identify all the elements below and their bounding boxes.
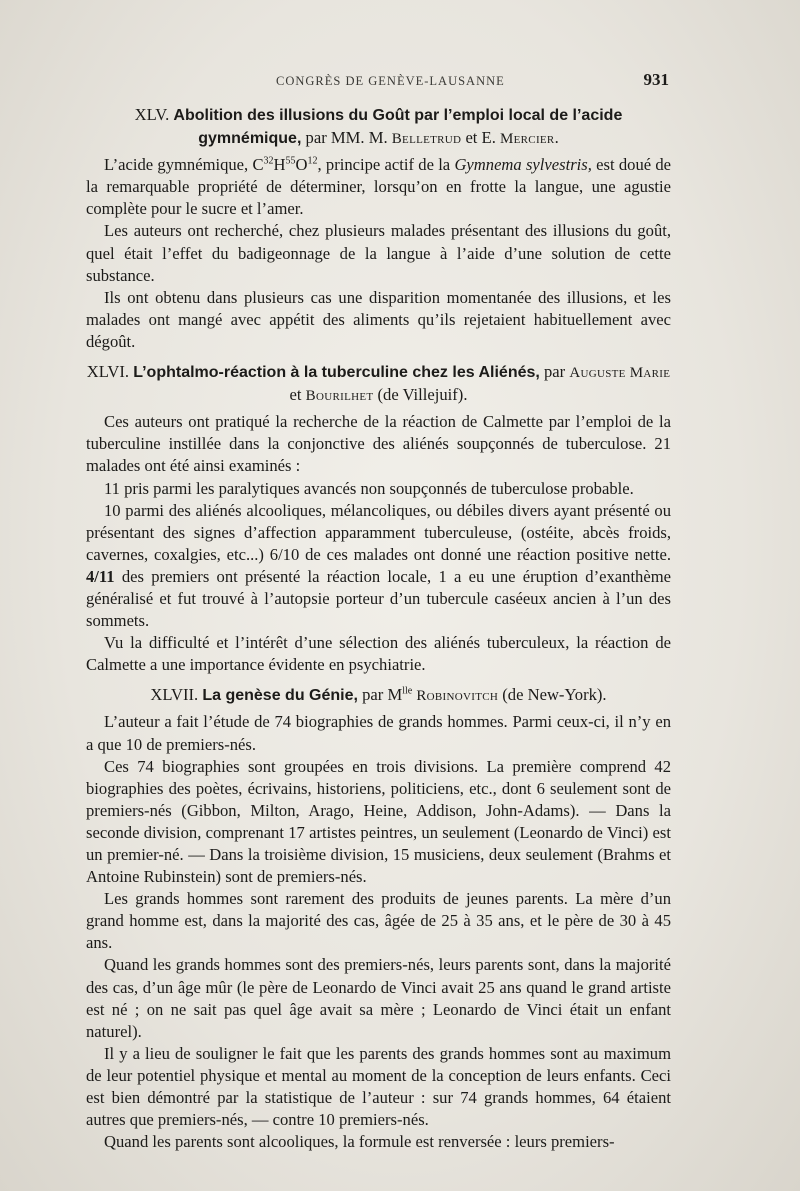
section-46-title: L’ophtalmo-réaction à la tuberculine chez les Aliénés,	[133, 364, 540, 382]
section-45-author-1: Belletrud	[391, 131, 462, 148]
running-title: CONGRÈS DE GENÈVE-LAUSANNE	[276, 74, 505, 88]
running-head	[86, 70, 671, 100]
section-45-heading	[86, 104, 671, 150]
section-45-paragraph-1	[86, 154, 671, 220]
section-45-author-2: Mercier	[500, 131, 555, 148]
section-47-paragraph-1: L’auteur a fait l’étude de 74 biographies de grands hommes. Parmi ceux-ci, il n’y en a que 10 de premiers-nés.	[86, 712, 671, 754]
p45-1-sup-1: 32	[263, 155, 274, 167]
section-45-and: et E.	[465, 128, 496, 148]
section-46-number: XLVI.	[86, 362, 130, 382]
section-47-sup: lle	[402, 685, 413, 697]
p45-1-a: L’acide gymnémique, C	[104, 155, 264, 175]
section-47-by: par M	[362, 685, 403, 705]
section-46-paragraph-3	[86, 500, 671, 633]
text-column	[86, 70, 671, 1153]
p46-3-c: des premiers ont présenté la réaction locale, 1 a eu une éruption d’exanthème généralisé et fut trouvé à l’autopsie porteur d’un tubercule caséeux ancien à l’un des sommets.	[86, 566, 671, 631]
section-46-place: (de Villejuif).	[377, 385, 468, 405]
section-47-paragraph-2: Ces 74 biographies sont groupées en trois divisions. La première comprend 42 biographies des poètes, écrivains, historiens, politiciens, etc., dont 6 seulement sont de premiers-nés (Gibbon, Milton, Arago, Heine, Addison, John-Adams). — Dans la seconde division, comprenant 17 artistes peintres, un seulement (Leonardo de Vinci) est un premier-né. — Dans la troisième division, 15 musiciens, deux seulement (Brahms et Antoine Rubinstein) sont de premiers-nés.	[86, 756, 671, 887]
p46-3-ratio: 4/11	[86, 566, 115, 586]
section-47-number: XLVII.	[150, 685, 199, 705]
section-45-number: XLV.	[134, 105, 170, 124]
section-46-and: et	[289, 385, 302, 405]
p45-1-b: H	[273, 155, 286, 175]
section-45-paragraph-2: Les auteurs ont recherché, chez plusieurs malades présentant des illusions du goût, quel était l’effet du badigeonnage de la langue à l’aide d’une solution de cette substance.	[86, 221, 671, 285]
section-46-paragraph-2: 11 pris parmi les paralytiques avancés non soupçonnés de tuberculose probable.	[104, 478, 634, 498]
species-name: Gymnema sylvestris,	[454, 155, 592, 175]
section-47-heading	[86, 684, 671, 707]
section-46-by: par	[543, 362, 566, 382]
section-45-by: par MM. M.	[305, 128, 388, 148]
section-47-author: Robinovitch	[416, 688, 499, 705]
section-47-paragraph-5: Il y a lieu de souligner le fait que les parents des grands hommes sont au maximum de leur potentiel physique et mental au moment de la conception de leurs enfants. Ceci est bien démontré par la statistique de l’auteur : sur 74 grands hommes, 64 étaient autres que premiers-nés, — contre 10 premiers-nés.	[86, 1043, 671, 1130]
section-46-paragraph-1: Ces auteurs ont pratiqué la recherche de la réaction de Calmette par l’emploi de la tuberculine instillée dans la conjonctive des aliénés soupçonnés de tuberculose. 21 malades ont été ainsi examinés :	[86, 412, 671, 476]
section-47-paragraph-4: Quand les grands hommes sont des premiers-nés, leurs parents sont, dans la majorité des cas, d’un âge mûr (le père de Leonardo de Vinci avait 25 ans quand le grand artiste est né ; on ne sait pas quel âge avait sa mère ; Leonardo de Vinci était un enfant naturel).	[86, 955, 671, 1041]
p45-1-d: , principe actif de la	[317, 155, 455, 175]
section-46-paragraph-4: Vu la difficulté et l’intérêt d’une sélection des aliénés tuberculeux, la réaction de Calmette a une importance évidente en psychiatrie.	[86, 633, 671, 675]
section-47-paragraph-6: Quand les parents sont alcooliques, la formule est renversée : leurs premiers-	[104, 1132, 615, 1152]
section-47-title: La genèse du Génie,	[202, 687, 358, 705]
p45-1-sup-3: 12	[307, 155, 318, 167]
p46-3-a: 10 parmi des aliénés alcooliques, mélancoliques, ou débiles divers ayant présenté ou présentant des signes d’affection apparamment tuberculeuse, (ostéite, abcès froids, cavernes, coxalgies, etc...) 6/10 de ces malades ont donné une réaction positive nette.	[86, 500, 671, 564]
p45-1-sup-2: 55	[285, 155, 296, 167]
section-47-paragraph-3: Les grands hommes sont rarement des produits de jeunes parents. La mère d’un grand homme est, dans la majorité des cas, âgée de 25 à 35 ans, et le père de 30 à 45 ans.	[86, 889, 671, 953]
section-45-paragraph-3: Ils ont obtenu dans plusieurs cas une disparition momentanée des illusions, et les malades ont mangé avec appétit des aliments qu’ils rejetaient habituellement avec dégoût.	[86, 287, 671, 351]
section-47-place: (de New-York).	[502, 685, 607, 705]
p45-1-e: est doué de la remarquable propriété de déterminer, lorsqu’on en frotte la langue, une agustie complète pour le sucre et l’amer.	[86, 155, 672, 219]
section-45-end: .	[554, 128, 559, 148]
section-46-author-2: Bourilhet	[305, 388, 374, 405]
section-45-title: Abolition des illusions du Goût par l’emploi local de l’acide gymnémique,	[173, 107, 623, 148]
section-46-heading	[86, 361, 671, 407]
p45-1-c: O	[295, 155, 308, 175]
section-46-author-1: Auguste Marie	[569, 365, 671, 382]
page-number: 931	[643, 70, 669, 89]
